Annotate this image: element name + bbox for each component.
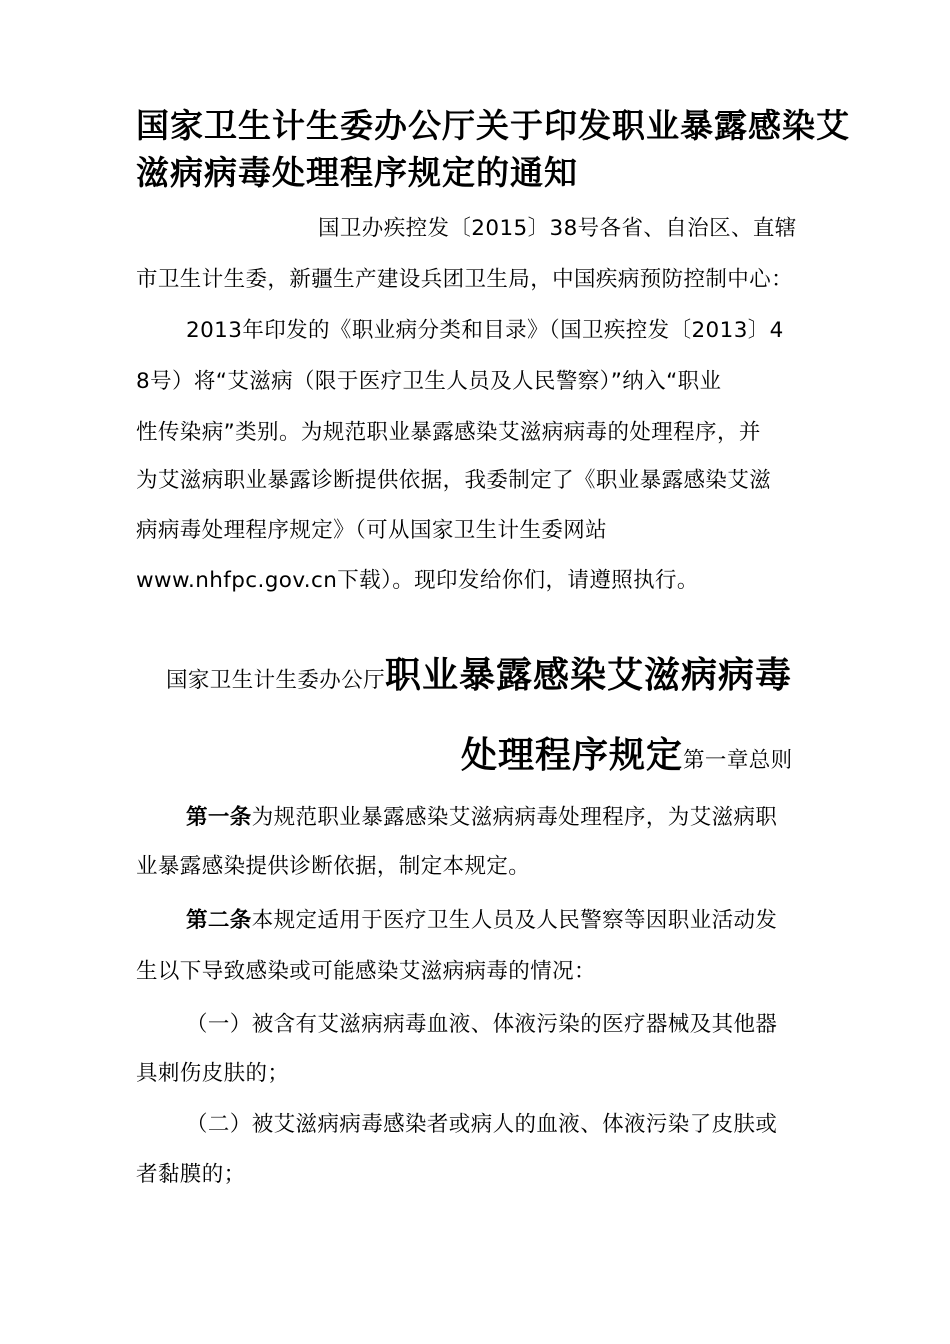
document-title-line-1: 国家卫生计生委办公厅关于印发职业暴露感染艾 [136,106,850,145]
article-2-label: 第二条 [186,908,252,933]
article-1-text: 为规范职业暴露感染艾滋病病毒处理程序，为艾滋病职 [251,805,778,830]
regulation-title-part-2: 处理程序规定 [461,735,684,776]
article-1-line-2: 业暴露感染提供诊断依据，制定本规定。 [136,854,531,879]
notice-paragraph-line-3: 性传染病”类别。为规范职业暴露感染艾滋病病毒的处理程序，并 [136,420,761,445]
article-2-line-1 [186,906,777,936]
notice-paragraph-line-5: 病病毒处理程序规定》（可从国家卫生计生委网站 [136,518,608,543]
regulation-heading-line-1 [166,652,792,705]
document-title-line-2: 滋病病毒处理程序规定的通知 [136,153,578,192]
item-1-line-2: 具刺伤皮肤的； [136,1061,290,1086]
item-1-line-1: （一）被含有艾滋病病毒血液、体液污染的医疗器械及其他器 [186,1012,778,1037]
article-1-label: 第一条 [186,805,252,830]
chapter-heading: 第一章总则 [683,748,793,773]
article-2-text: 本规定适用于医疗卫生人员及人民警察等因职业活动发 [251,908,778,933]
article-1-line-1 [186,803,777,833]
notice-recipients-line: 市卫生计生委，新疆生产建设兵团卫生局，中国疾病预防控制中心： [136,267,794,292]
regulation-title-part-1: 职业暴露感染艾滋病病毒 [385,655,793,696]
regulation-issuer: 国家卫生计生委办公厅 [166,668,386,693]
notice-paragraph-line-4: 为艾滋病职业暴露诊断提供依据，我委制定了《职业暴露感染艾滋 [136,468,772,493]
item-2-line-2: 者黏膜的； [136,1162,246,1187]
regulation-heading-line-2 [461,732,793,785]
notice-paragraph-line-1: 2013年印发的《职业病分类和目录》（国卫疾控发〔2013〕4 [186,318,784,343]
item-2-line-1: （二）被艾滋病病毒感染者或病人的血液、体液污染了皮肤或 [186,1112,778,1137]
notice-paragraph-line-2: 8号）将“艾滋病（限于医疗卫生人员及人民警察）”纳入“职业 [136,369,722,394]
notice-number-line: 国卫办疾控发〔2015〕38号各省、自治区、直辖 [318,216,797,241]
article-2-line-2: 生以下导致感染或可能感染艾滋病病毒的情况： [136,959,596,984]
notice-paragraph-line-6: www.nhfpc.gov.cn下载）。现印发给你们，请遵照执行。 [136,568,699,593]
